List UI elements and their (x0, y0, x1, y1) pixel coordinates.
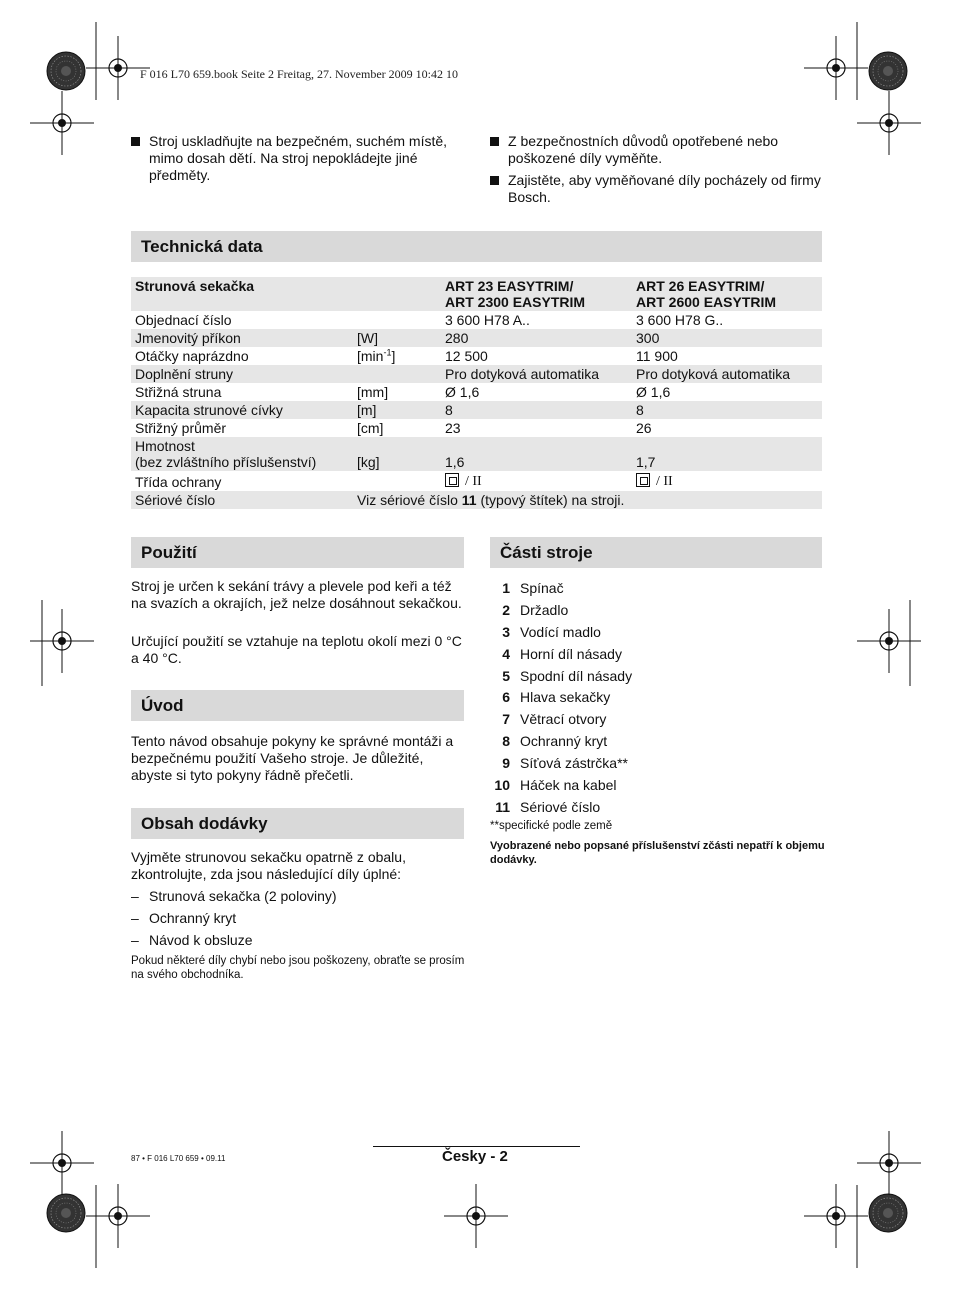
register-star-top-left (47, 52, 85, 90)
delivery-note: Pokud některé díly chybí nebo jsou poškozeny, obraťte se prosím na svého obchodníka. (131, 955, 465, 981)
bullet-item: Stroj uskladňujte na bezpečném, suchém místě, mimo dosah dětí. Na stroj nepokládejte jiné předměty. (131, 133, 466, 184)
header-model-a: ART 23 EASYTRIM/ ART 2300 EASYTRIM (441, 277, 632, 311)
technical-data-table (131, 277, 822, 509)
register-star-bottom-left (47, 1194, 85, 1232)
register-star-top-right (869, 52, 907, 90)
use-paragraph-1: Stroj je určen k sekání trávy a plevele pod keři a též na svazích a okrajích, jež nelze dosáhnout sekačkou. (131, 578, 462, 611)
header-label: Strunová sekačka (131, 277, 441, 311)
list-item: 11 Sériové číslo (495, 798, 601, 815)
table-row: Jmenovitý příkon [W] 280 300 (131, 329, 822, 347)
table-row: Kapacita strunové cívky [m] 8 8 (131, 401, 822, 419)
delivery-paragraph: Vyjměte strunovou sekačku opatrně z obalu, zkontrolujte, zda jsou následující díly úplné: (131, 849, 406, 882)
parts-list (490, 577, 632, 818)
table-row: Doplnění struny Pro dotyková automatika Pro dotyková automatika (131, 365, 822, 383)
section-title-intro: Úvod (131, 690, 464, 721)
list-item: 4 Horní díl násady (502, 645, 622, 662)
table-row: Třída ochrany / II / II (135, 474, 673, 490)
header-model-b: ART 26 EASYTRIM/ ART 2600 EASYTRIM (632, 277, 822, 311)
delivery-list (131, 888, 466, 954)
register-star-bottom-right (869, 1194, 907, 1232)
table-row: Střižná struna [mm] Ø 1,6 Ø 1,6 (135, 384, 671, 400)
bullet-item: Z bezpečnostních důvodů opotřebené nebo poškozené díly vyměňte. (490, 133, 822, 167)
list-item: 1 Spínač (502, 579, 564, 596)
footer-code: 87 • F 016 L70 659 • 09.11 (131, 1154, 226, 1163)
bullet-item: Zajistěte, aby vyměňované díly pocházely od firmy Bosch. (490, 172, 822, 206)
list-item: 6 Hlava sekačky (502, 689, 611, 706)
list-item: 7 Větrací otvory (502, 711, 607, 728)
list-item: 8 Ochranný kryt (502, 733, 608, 750)
table-row: Objednací číslo 3 600 H78 A.. 3 600 H78 G.. (135, 312, 724, 328)
footer-rule (373, 1146, 580, 1147)
list-item: 3 Vodící madlo (502, 623, 601, 640)
list-item: – Strunová sekačka (2 poloviny) (131, 888, 466, 905)
list-item: – Návod k obsluze (131, 932, 466, 949)
section-title-parts: Části stroje (490, 537, 822, 568)
section-title-technical-data: Technická data (131, 231, 822, 262)
parts-footnote: **specifické podle země (490, 820, 613, 832)
table-row: Hmotnost (bez zvláštního příslušenství) [kg] 1,6 1,7 (131, 437, 822, 471)
intro-paragraph: Tento návod obsahuje pokyny ke správné montáži a bezpečnému použití Vašeho stroje. Je důležité, abyste si tyto pokyny řádně přečetli. (131, 733, 454, 783)
table-row: Otáčky naprázdno $[\min^{-1}]$ 12 500 11 900 (135, 347, 678, 364)
section-title-delivery: Obsah dodávky (131, 808, 464, 839)
list-item: 10 Háček na kabel (494, 776, 617, 793)
bullets-left (131, 133, 466, 189)
list-item: 9 Síťová zástrčka** (502, 755, 628, 772)
bullets-right (490, 133, 822, 211)
protection-class-icon (636, 473, 650, 487)
table-header-row (131, 277, 822, 311)
page-number: Česky - 2 (442, 1148, 508, 1165)
protection-class-icon (445, 473, 459, 487)
use-paragraph-2: Určující použití se vztahuje na teplotu okolí mezi 0 °C a 40 °C. (131, 633, 462, 666)
list-item: 2 Držadlo (502, 601, 569, 618)
list-item: 5 Spodní díl násady (502, 667, 633, 684)
table-row: Střižný průměr [cm] 23 26 (135, 420, 652, 436)
book-header: F 016 L70 659.book Seite 2 Freitag, 27. November 2009 10:42 10 (140, 67, 458, 81)
parts-bold-note: Vyobrazené nebo popsané příslušenství zčásti nepatří k objemu dodávky. (490, 840, 825, 866)
list-item: – Ochranný kryt (131, 910, 466, 927)
section-title-use: Použití (131, 537, 464, 568)
table-row: Sériové číslo Viz sériové číslo 11 (typový štítek) na stroji. (131, 491, 822, 509)
